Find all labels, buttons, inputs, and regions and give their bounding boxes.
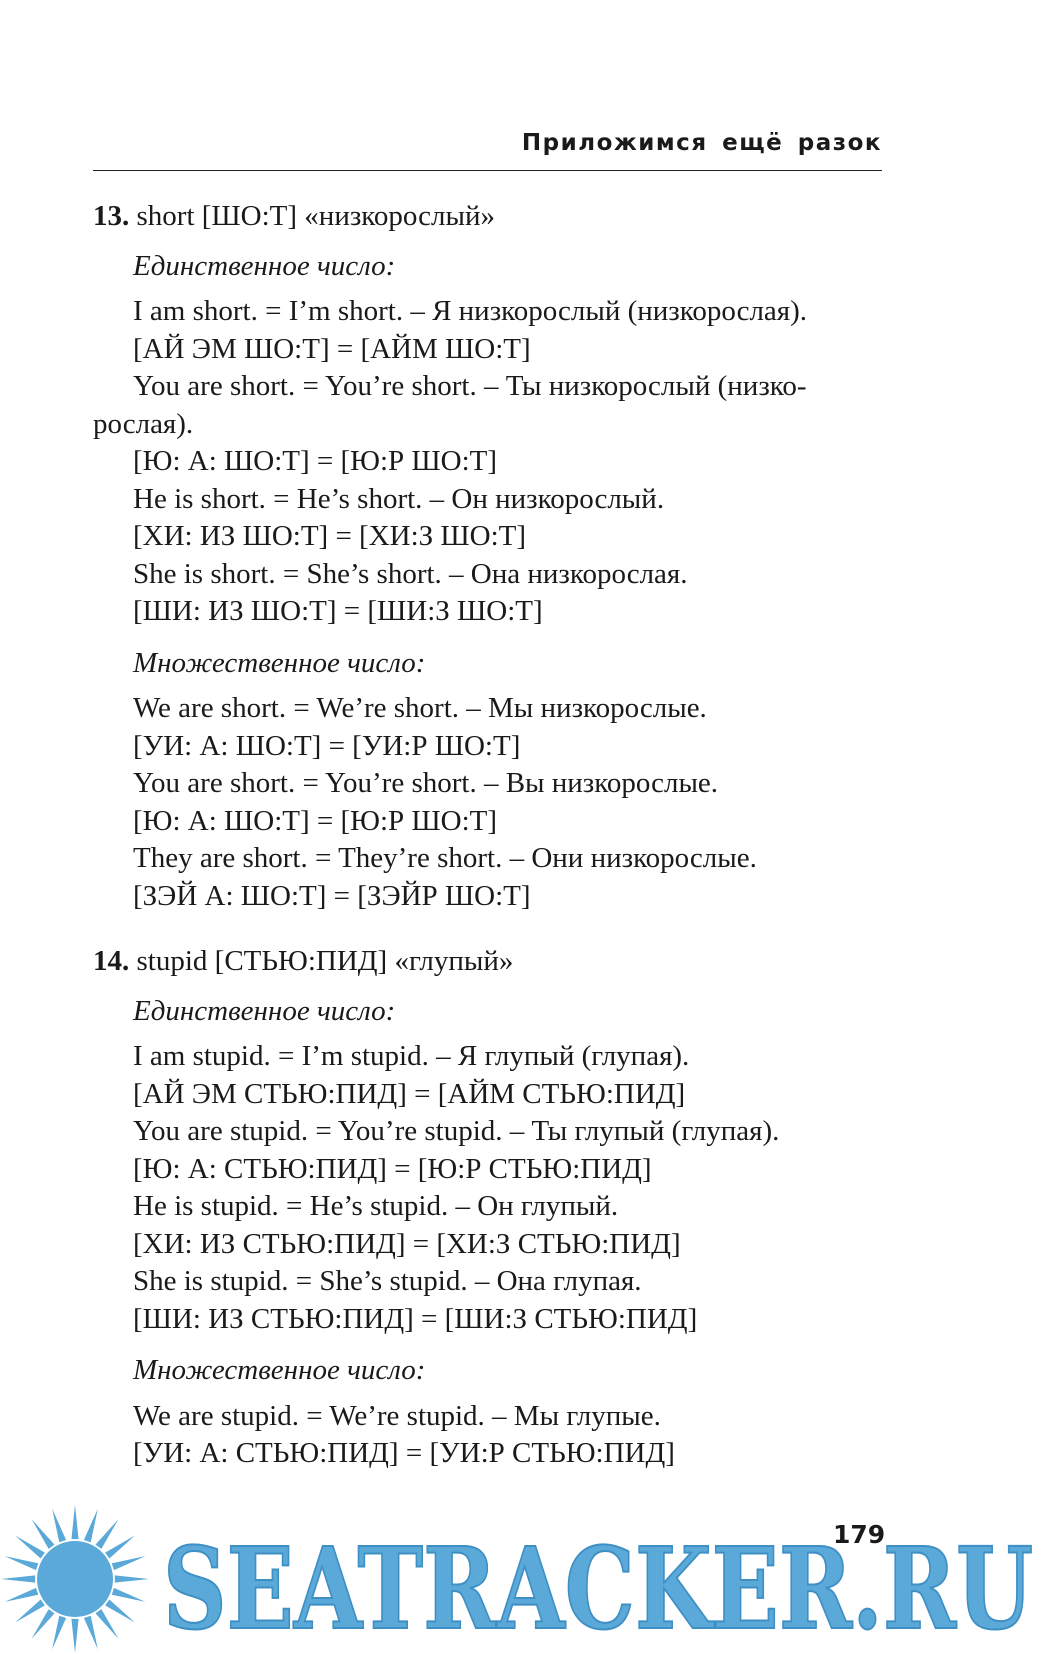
plural-label: Множественное число: <box>133 1354 426 1386</box>
singular-label: Единственное число: <box>133 249 396 282</box>
watermark-text: SEATRACKER.RU <box>163 1524 1033 1654</box>
example-line: They are short. = They’re short. – Они низкорослые. <box>133 842 757 874</box>
sun-ray <box>52 1616 66 1650</box>
example-line: He is stupid. = He’s stupid. – Он глупый. <box>133 1190 619 1222</box>
page-number: 179 <box>833 1520 886 1549</box>
example-line: He is short. = He’s short. – Он низкорослый. <box>133 482 665 515</box>
transcription-line: [Ю: А: ШО:Т] = [Ю:Р ШО:Т] <box>133 445 498 477</box>
example-line: You are short. = You’re short. – Ты низкорослый (низко-рослая). <box>93 370 807 440</box>
sun-ray <box>115 1575 149 1582</box>
entry-14-heading <box>93 943 883 981</box>
singular-label: Единственное число: <box>133 994 396 1027</box>
sun-ray <box>84 1616 98 1650</box>
transcription-line: [АЙ ЭМ СТЬЮ:ПИД] = [АЙМ СТЬЮ:ПИД] <box>133 1077 686 1110</box>
example-line: She is stupid. = She’s stupid. – Она глупая. <box>133 1265 642 1297</box>
entry-transcription: [ШО:Т] <box>201 200 298 232</box>
example-line: I am stupid. = I’m stupid. – Я глупый (глупая). <box>133 1040 690 1072</box>
sun-ray <box>112 1588 146 1602</box>
example-line: I am short. = I’m short. – Я низкорослый (низкорослая). <box>133 295 808 327</box>
sun-ray <box>52 1509 66 1543</box>
sun-ray <box>105 1536 135 1559</box>
sun-ray <box>15 1536 45 1559</box>
sun-ray <box>96 1609 119 1639</box>
entry-number: 14. <box>93 945 130 977</box>
entry-headword: stupid <box>136 945 208 977</box>
transcription-line: [ХИ: ИЗ ШО:Т] = [ХИ:З ШО:Т] <box>133 520 527 552</box>
page-content <box>93 198 883 1473</box>
sun-ray <box>105 1600 135 1623</box>
transcription-line: [УИ: А: СТЬЮ:ПИД] = [УИ:Р СТЬЮ:ПИД] <box>133 1437 675 1469</box>
sun-ray <box>71 1505 78 1539</box>
sun-ray <box>84 1509 98 1543</box>
entry-number: 13. <box>93 200 130 232</box>
sun-ray <box>32 1609 55 1639</box>
transcription-line: [ЗЭЙ А: ШО:Т] = [ЗЭЙР ШО:Т] <box>133 879 531 912</box>
sun-ray <box>112 1556 146 1570</box>
watermark-logo <box>0 1500 1048 1654</box>
entry-translation: «низкорослый» <box>304 200 495 232</box>
example-line: We are stupid. = We’re stupid. – Мы глупые. <box>133 1399 661 1432</box>
transcription-line: [УИ: А: ШО:Т] = [УИ:Р ШО:Т] <box>133 729 521 762</box>
transcription-line: [ХИ: ИЗ СТЬЮ:ПИД] = [ХИ:З СТЬЮ:ПИД] <box>133 1227 681 1260</box>
entry-13-heading <box>93 198 883 236</box>
example-line: We are short. = We’re short. – Мы низкорослые. <box>133 692 707 724</box>
sun-ray <box>15 1600 45 1623</box>
transcription-line: [ШИ: ИЗ ШО:Т] = [ШИ:З ШО:Т] <box>133 595 543 627</box>
transcription-line: [ШИ: ИЗ СТЬЮ:ПИД] = [ШИ:З СТЬЮ:ПИД] <box>133 1302 698 1335</box>
entry-transcription: [СТЬЮ:ПИД] <box>214 945 388 977</box>
running-header: Приложимся ещё разок <box>521 130 882 156</box>
transcription-line: [АЙ ЭМ ШО:Т] = [АЙМ ШО:Т] <box>133 332 531 365</box>
transcription-line: [Ю: А: ШО:Т] = [Ю:Р ШО:Т] <box>133 804 498 837</box>
plural-label: Множественное число: <box>133 646 426 679</box>
sun-ray <box>32 1519 55 1549</box>
example-line: You are short. = You’re short. – Вы низкорослые. <box>133 767 719 799</box>
sun-icon <box>1 1505 149 1653</box>
entry-translation: «глупый» <box>394 945 514 977</box>
sun-ray <box>1 1575 35 1582</box>
example-line: You are stupid. = You’re stupid. – Ты глупый (глупая). <box>133 1115 780 1147</box>
transcription-line: [Ю: А: СТЬЮ:ПИД] = [Ю:Р СТЬЮ:ПИД] <box>133 1152 652 1185</box>
header-rule <box>93 170 882 171</box>
sun-ray <box>96 1519 119 1549</box>
example-line: She is short. = She’s short. – Она низкорослая. <box>133 557 688 590</box>
sun-ray <box>71 1619 78 1653</box>
sun-ray <box>5 1556 39 1570</box>
sun-ray <box>5 1588 39 1602</box>
entry-headword: short <box>136 200 195 232</box>
